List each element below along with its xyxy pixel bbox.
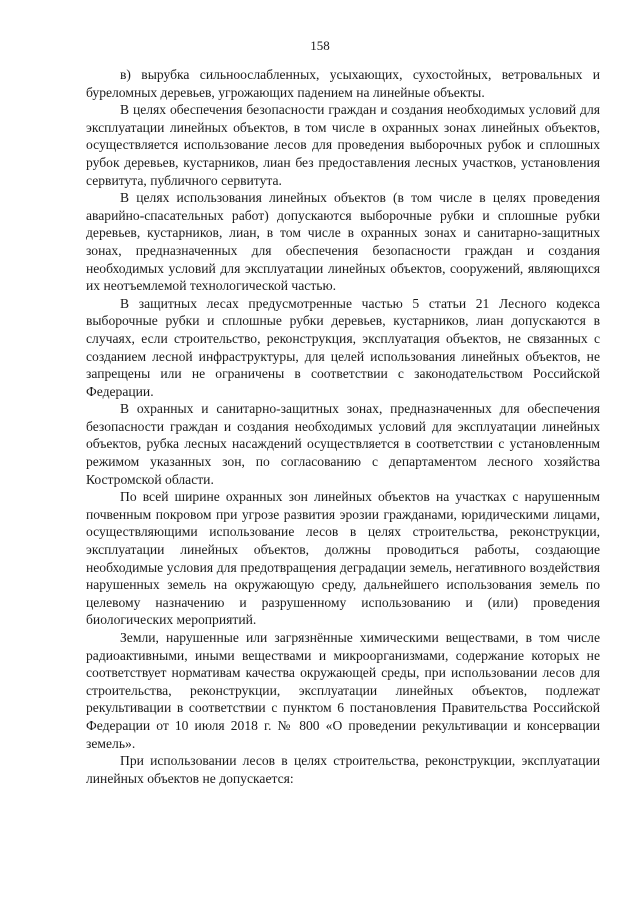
- paragraph-land-recultivation: Земли, нарушенные или загрязнённые химическими веществами, в том числе радиоактивными, иными веществами и микроорганизмами, содержание которых не соответствует нормативам качества окружающей среды, при использовании лесов для строительства, реконструкции, эксплуатации линейных объектов, подлежат рекультивации в соответствии с пунктом 6 постановления Правительства Российской Федерации от 10 июля 2018 г. № 800 «О проведении рекультивации и консервации земель».: [86, 630, 600, 751]
- paragraph-erosion-works: По всей ширине охранных зон линейных объектов на участках с нарушенным почвенным покровом при угрозе развития эрозии гражданами, юридическими лицами, осуществляющими использование лесов в целях строительства, реконструкции, эксплуатации линейных объектов, должны проводиться работы, создающие необходимые условия для предотвращения деградации земель, негативного воздействия нарушенных земель на окружающую среду, дальнейшего использования земель по целевому назначению и разрушенному использованию и (или) проведения биологических мероприятий.: [86, 489, 600, 628]
- paragraph-safety-felling: В целях обеспечения безопасности граждан и создания необходимых условий для эксплуатации линейных объектов, в том числе в охранных зонах линейных объектов, осуществляется использование лесов для проведения выборочных рубок и сплошных рубок деревьев, кустарников, лиан без предоставления лесных участков, установления сервитута, публичного сервитута.: [86, 102, 600, 188]
- body-text: [86, 66, 600, 787]
- paragraph-linear-objects-use: В целях использования линейных объектов (в том числе в целях проведения аварийно-спасательных работ) допускаются выборочные рубки и сплошные рубки деревьев, кустарников, лиан, в том числе в охранных зонах и санитарно-защитных зонах, предназначенных для обеспечения безопасности граждан и создания необходимых условий для эксплуатации линейных объектов, сооружений, являющихся их неотъемлемой технологической частью.: [86, 190, 600, 294]
- paragraph-not-allowed: При использовании лесов в целях строительства, реконструкции, эксплуатации линейных объектов не допускается:: [86, 753, 600, 786]
- paragraph-protective-forests: В защитных лесах предусмотренные частью 5 статьи 21 Лесного кодекса выборочные рубки и сплошные рубки деревьев, кустарников, лиан допускаются в случаях, если строительство, реконструкция, эксплуатация объектов, не связанных с созданием лесной инфраструктуры, для целей использования линейных объектов, не запрещены или не ограничены в соответствии с законодательством Российской Федерации.: [86, 295, 600, 399]
- paragraph-felling-item-v: в) вырубка сильноослабленных, усыхающих, сухостойных, ветровальных и буреломных деревьев, угрожающих падением на линейные объекты.: [86, 67, 600, 100]
- paragraph-protection-zones: В охранных и санитарно-защитных зонах, предназначенных для обеспечения безопасности граждан и создания необходимых условий для эксплуатации линейных объектов, рубка лесных насаждений осуществляется в соответствии с установленным режимом указанных зон, по согласованию с департаментом лесного хозяйства Костромской области.: [86, 401, 600, 487]
- page-number: 158: [310, 38, 330, 53]
